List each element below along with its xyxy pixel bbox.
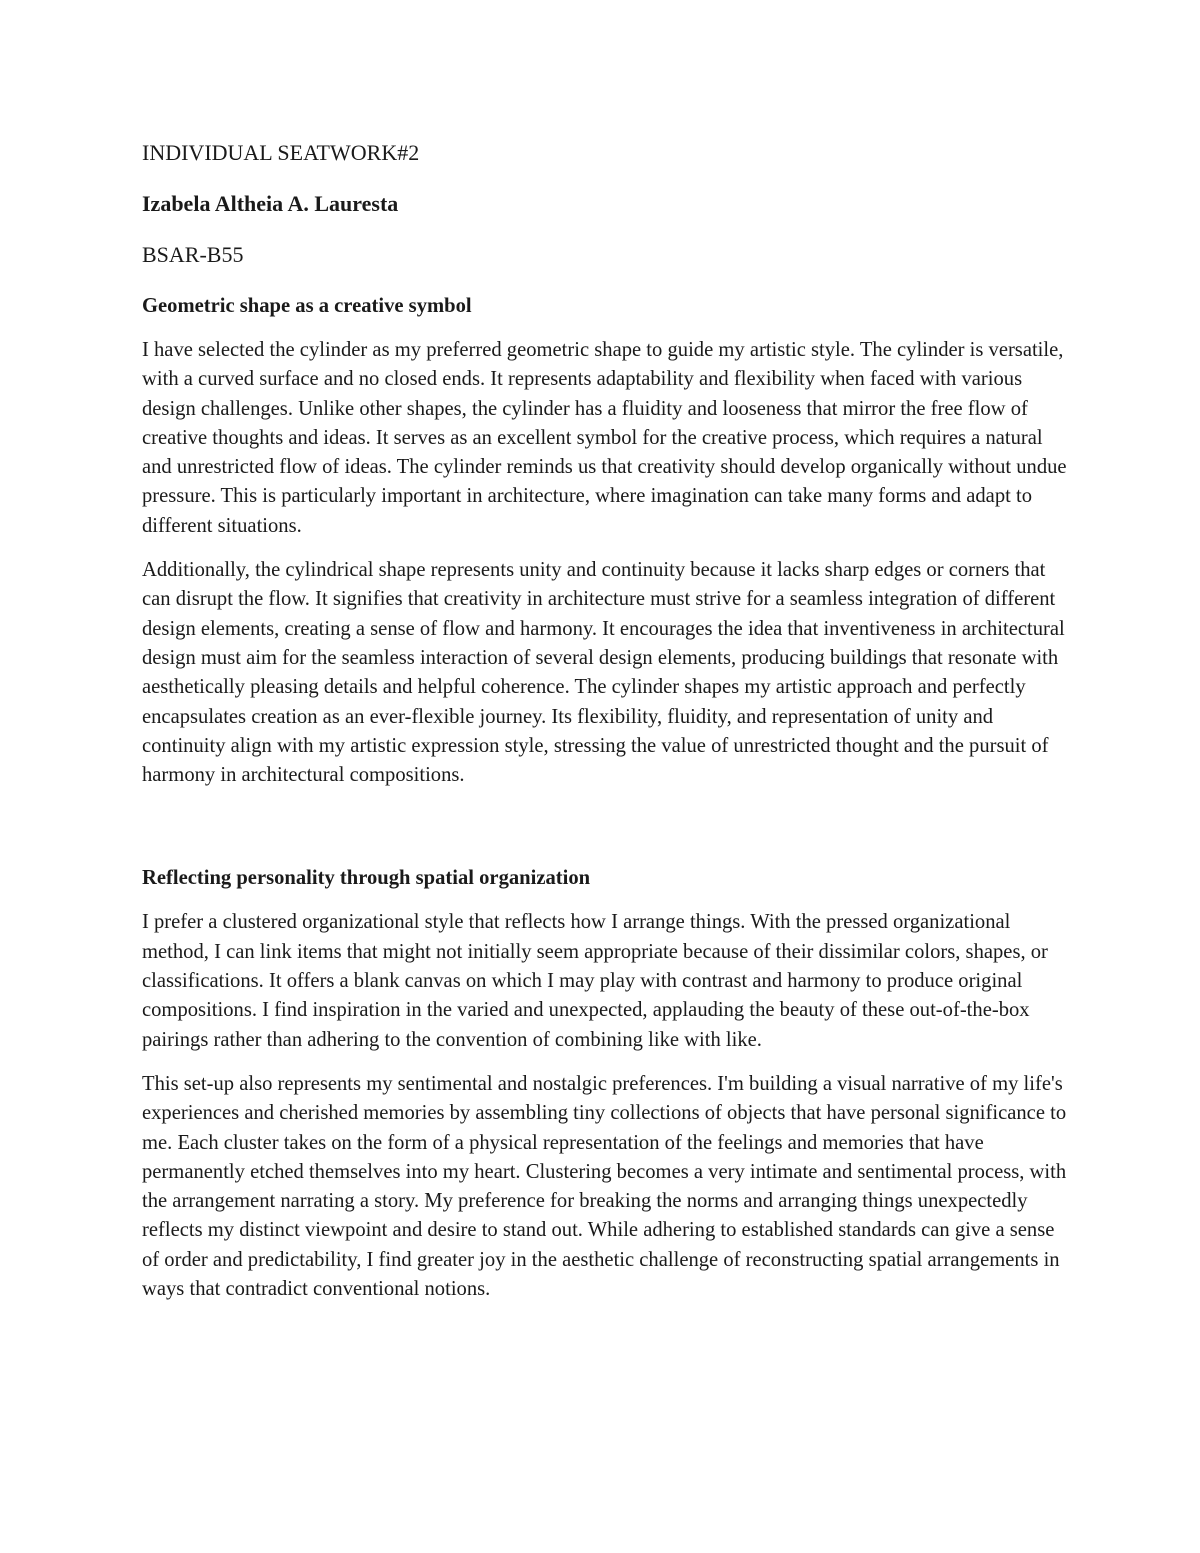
section-heading-spatial-organization: Reflecting personality through spatial organization [142, 867, 591, 890]
paragraph: This set-up also represents my sentimental and nostalgic preferences. I'm building a visual narrative of my life's experiences and cherished memories by assembling tiny collections of objects that have personal significance to me. Each cluster takes on the form of a physical representation of the feelings and memories that have permanently etched themselves into my heart. Clustering becomes a very intimate and sentimental process, with the arrangement narrating a story. My preference for breaking the norms and arranging things unexpectedly reflects my distinct viewpoint and desire to stand out. While adhering to established standards can give a sense of order and predictability, I find greater joy in the aesthetic challenge of reconstructing spatial arrangements in ways that contradict conventional notions. [142, 1072, 1067, 1301]
document-title: INDIVIDUAL SEATWORK#2 [142, 140, 420, 165]
class-section: BSAR-B55 [142, 242, 244, 267]
paragraph: I prefer a clustered organizational style that reflects how I arrange things. With the pressed organizational method, I can link items that might not initially seem appropriate because of their dissimilar colors, shapes, or classifications. It offers a blank canvas on which I may play with contrast and harmony to produce original compositions. I find inspiration in the varied and unexpected, applauding the beauty of these out-of-the-box pairings rather than adhering to the convention of combining like with like. [142, 911, 1048, 1051]
author-name: Izabela Altheia A. Lauresta [142, 191, 399, 216]
section-spacer [142, 805, 1067, 864]
document-page [142, 138, 1067, 1319]
paragraph: I have selected the cylinder as my preferred geometric shape to guide my artistic style. The cylinder is versatile, with a curved surface and no closed ends. It represents adaptability and flexibility when faced with various design challenges. Unlike other shapes, the cylinder has a fluidity and looseness that mirror the free flow of creative thoughts and ideas. It serves as an excellent symbol for the creative process, which requires a natural and unrestricted flow of ideas. The cylinder reminds us that creativity should develop organically without undue pressure. This is particularly important in architecture, where imagination can take many forms and adapt to different situations. [142, 339, 1067, 537]
paragraph: Additionally, the cylindrical shape represents unity and continuity because it lacks sharp edges or corners that can disrupt the flow. It signifies that creativity in architecture must strive for a seamless integration of different design elements, creating a sense of flow and harmony. It encourages the idea that inventiveness in architectural design must aim for the seamless interaction of several design elements, producing buildings that resonate with aesthetically pleasing details and helpful coherence. The cylinder shapes my artistic approach and perfectly encapsulates creation as an ever-flexible journey. Its flexibility, fluidity, and representation of unity and continuity align with my artistic expression style, stressing the value of unrestricted thought and the pursuit of harmony in architectural compositions. [142, 559, 1065, 787]
section-heading-geometric-shape: Geometric shape as a creative symbol [142, 295, 472, 317]
